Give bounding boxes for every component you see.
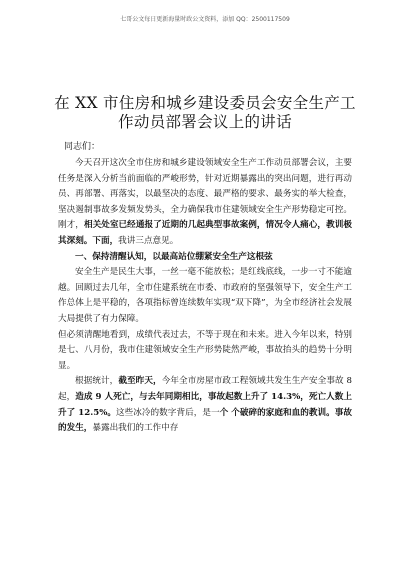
paragraph-2: 安全生产是民生大事，一丝一毫不能放松；是红线底线，一步一寸不能逾越。回顾过去几年，全市住建系统在市委、市政府的坚强领导下，安全生产工作总体上是平稳的，各项指标曾连续数年实现“双下降”，为全市经济社会发展大局提供了有力保障。 — [58, 267, 352, 324]
intro-bold-3: 教训极其深刻。下面， — [58, 220, 352, 246]
p4-bold-a: 截至昨天， — [118, 376, 162, 387]
document-body — [58, 156, 352, 437]
intro-tail: 我讲三点意见。 — [118, 235, 179, 246]
p4-bold-b: 造成 9 人死亡，与去年同期相比，事故起数上升了 14.3%，死亡人数上升了 12.5%。 — [58, 391, 352, 418]
p4-text-d: 暴露出我们的工作中存 — [92, 423, 179, 434]
paragraph-3: 但必须清醒地看到，成绩代表过去，不等于现在和未来。进入今年以来，特别是七、八月份，我市住建领域安全生产形势陡然严峻，事故抬头的趋势十分明显。 — [58, 329, 352, 371]
p4-text-c: 这些冰冷的数字背后，是一 — [116, 407, 220, 418]
intro-bold-1: 相关处室已经通报了近期的几起典型事故案例， — [83, 220, 266, 231]
section-heading-1: 一、保持清醒认知，以最高站位绷紧安全生产这根弦 — [75, 251, 273, 262]
p4-bold-c: 个 个破碎的家庭和血的教训。事故的发生， — [58, 407, 352, 434]
p4-text-b: 今年全市房屋市政工程领域共发生生产安全事故 8 起， — [58, 376, 352, 402]
paragraph-intro — [58, 156, 352, 250]
p4-text-a: 根据统计， — [75, 376, 119, 387]
header-promo-note: 七哥公文每日更新海量时政公文资料，添加 QQ：2500117509 — [120, 16, 290, 23]
intro-text: 今天召开这次全市住房和城乡建设领域安全生产工作动员部署会议，主要任务是深入分析当前面临的严峻形势，针对近期暴露出的突出问题，进行再动员、再部署、再落实，以最坚决的态度、最严格的要求、最务实的举大检查，坚决遏制事故多发频发势头，全力确保我市住建领域安全生产形势稳定可控。刚才， — [58, 158, 352, 231]
document-title: 在 XX 市住房和城乡建设委员会安全生产工作动员部署会议上的讲话 — [54, 94, 356, 131]
salutation: 同志们： — [64, 142, 101, 152]
intro-bold-2: 情况令人痛心， — [265, 220, 327, 231]
paragraph-4 — [58, 374, 352, 436]
